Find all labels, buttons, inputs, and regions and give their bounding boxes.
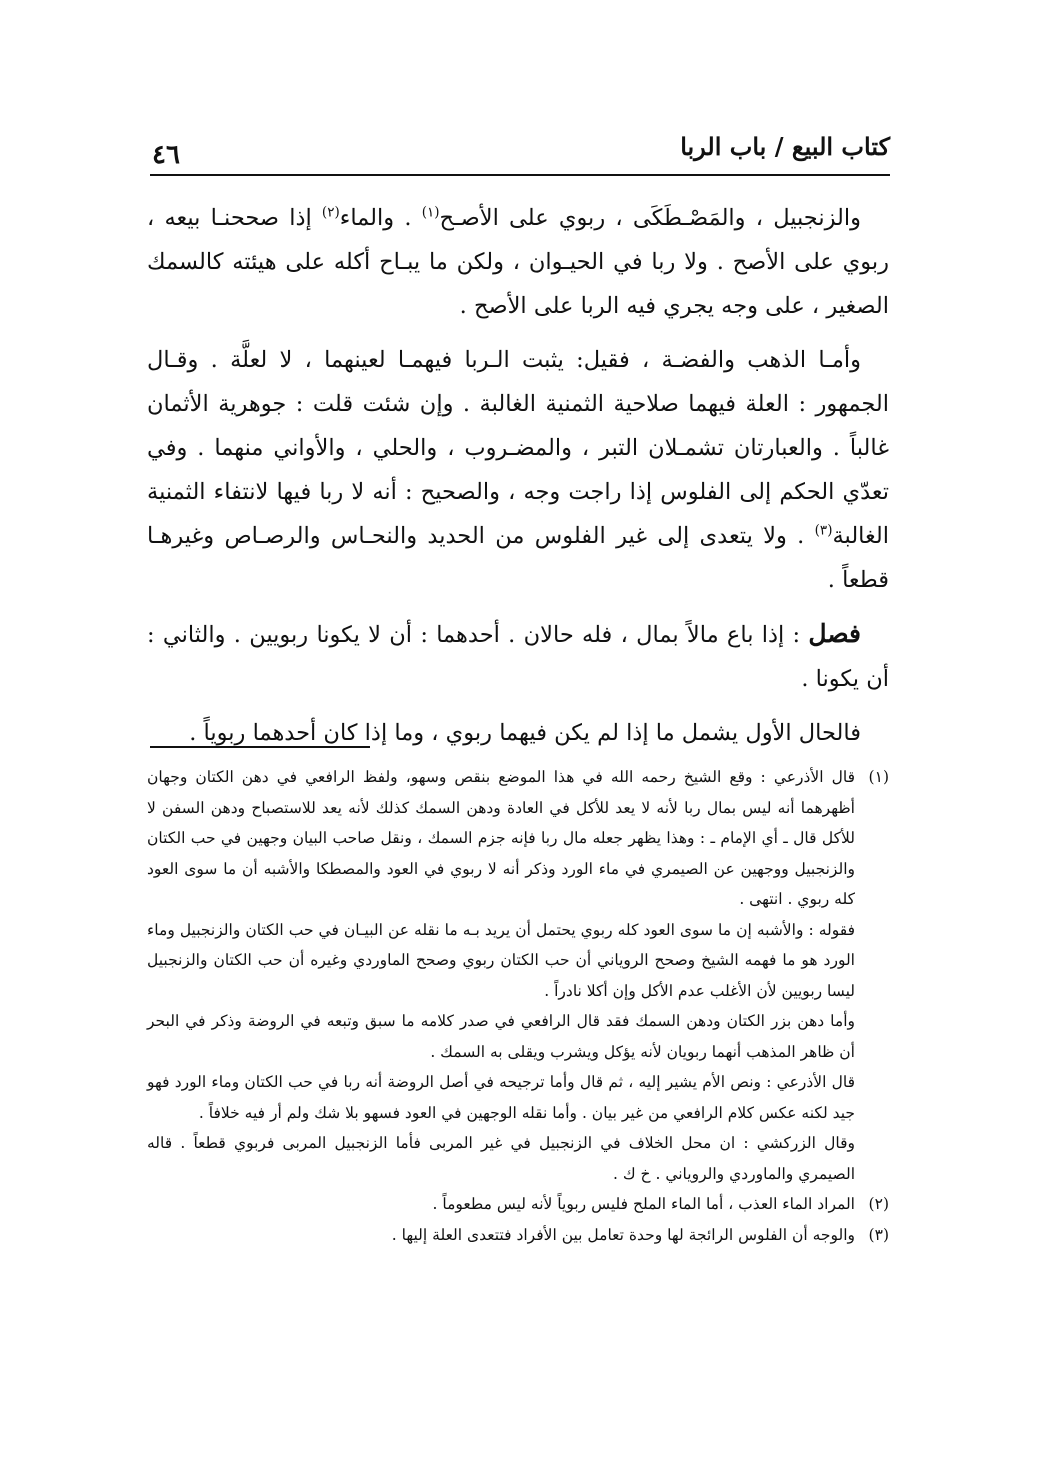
paragraph-1-text-c: إذا صححنـا بيعه ، ربوي على الأصح . ولا ربا في الحيـوان ، ولكن ما يبـاح أكله على هيئته كالسمك الصغير ، على وجه يجري فيه الربا على الأصح . [147,205,889,319]
footnote-ref-1: (١) [421,204,440,221]
paragraph-3 [147,612,889,701]
footnote-3 [147,1220,889,1251]
main-text [147,196,889,765]
page-number: ٤٦ [152,140,180,170]
footnote-number: (١) [868,768,889,786]
footnote-3-text: والوجه أن الفلوس الرائجة لها وحدة تعامل بين الأفراد فتتعدى العلة إليها . [391,1225,855,1244]
footnote-1-para-5: وقال الزركشي : ان محل الخلاف في الزنجبيل في غير المربى فأما الزنجبيل المربى فربوي قطعاً . قاله الصيمري والماوردي والروياني . خ ك . [147,1134,855,1183]
footnote-1-para-1: قال الأذرعي : وقع الشيخ رحمه الله في هذا الموضع بنقص وسهو، ولفظ الرافعي في دهن الكتان وجهان أظهرهما أنه ليس بمال ربا لأنه لا يعد للأكل في العادة ودهن السمك كذلك لأنه يعد للاستصباح ودهن السفن لا للأكل قال ـ أي الإمام ـ : وهذا يظهر جعله مال ربا فإنه جزم السمك ، ونقل صاحب البيان وجهين في حب الكتان والزنجبيل ووجهين عن الصيمري في ماء الورد وذكر أنه لا ربوي في العود والمصطكا والأشبه أن ما سوى العود كله ربوي . انتهى . [147,768,855,908]
footnote-1-para-2: فقوله : والأشبه إن ما سوى العود كله ربوي يحتمل أن يريد بـه ما نقله عن البيـان في حب الكتان والزنجبيل وماء الورد هو ما فهمه الشيخ وصحح الروياني أن حب الكتان ربوي وصحح الماوردي وغيره أن حب الكتان والزنجبيل ليسا ربويين لأن الأغلب عدم الأكل وإن أكلا نادراً . [147,920,855,1000]
paragraph-2-text-a: وأمـا الذهب والفضـة ، فقيل: يثبت الـربا فيهمـا لعينهما ، لا لعلَّة . وقـال الجمهور : العلة فيهما صلاحية الثمنية الغالبة . وإن شئت قلت : جوهرية الأثمان غالباً . والعبارتان تشمـلان التبر ، والمضـروب ، والحلي ، والأواني منهما . وفي تعدّي الحكم إلى الفلوس إذا راجت وجه ، والصحيح : أنه لا ربا فيها لانتفاء الثمنية الغالبة [147,347,889,549]
footnote-2 [147,1189,889,1220]
paragraph-1 [147,196,889,328]
paragraph-3-text: : إذا باع مالاً بمال ، فله حالان . أحدهما : أن لا يكونا ربويين . والثاني : أن يكونا . [147,622,889,692]
footnote-1 [147,762,889,915]
footnote-1-para-4: قال الأذرعي : ونص الأم يشير إليه ، ثم قال وأما ترجيحه في أصل الروضة أنه ربا في حب الكتان وماء الورد فهو جيد لكنه عكس كلام الرافعي من غير بيان . وأما نقله الوجهين في العود فسهو بلا شك ولم أر فيه خلافاً . [147,1073,855,1122]
footnote-1-para-3: وأما دهن بزر الكتان ودهن السمك فقد قال الرافعي في صدر كلامه ما سبق وتبعه في الروضة وذكر في البحر أن ظاهر المذهب أنهما ربويان لأنه يؤكل ويشرب ويقلى به السمك . [147,1012,855,1061]
footnote-divider [150,746,370,748]
footnote-number: (٣) [868,1225,889,1244]
footnotes [147,762,889,1250]
paragraph-1-text-a: والزنجبيل ، والمَصْـطَكَى ، ربوي على الأصـح [439,205,861,231]
footnote-number: (٢) [868,1195,889,1213]
paragraph-2-text-b: . ولا يتعدى إلى غير الفلوس من الحديد والنحـاس والرصـاص وغيرهـا قطعاً . [147,523,889,593]
paragraph-4: فالحال الأول يشمل ما إذا لم يكن فيهما ربوي ، وما إذا كان أحدهما ربوياً . [189,720,861,746]
paragraph-2 [147,338,889,602]
section-heading-fasl: فصل [808,619,861,648]
running-title: كتاب البيع / باب الربا [680,132,890,161]
footnote-ref-2: (٢) [321,204,340,221]
page-header [150,128,890,176]
footnote-2-text: المراد الماء العذب ، أما الماء الملح فليس ربوياً لأنه ليس مطعوماً . [432,1195,855,1213]
paragraph-1-text-b: . والماء [339,205,422,231]
footnote-ref-3: (٣) [814,522,833,539]
